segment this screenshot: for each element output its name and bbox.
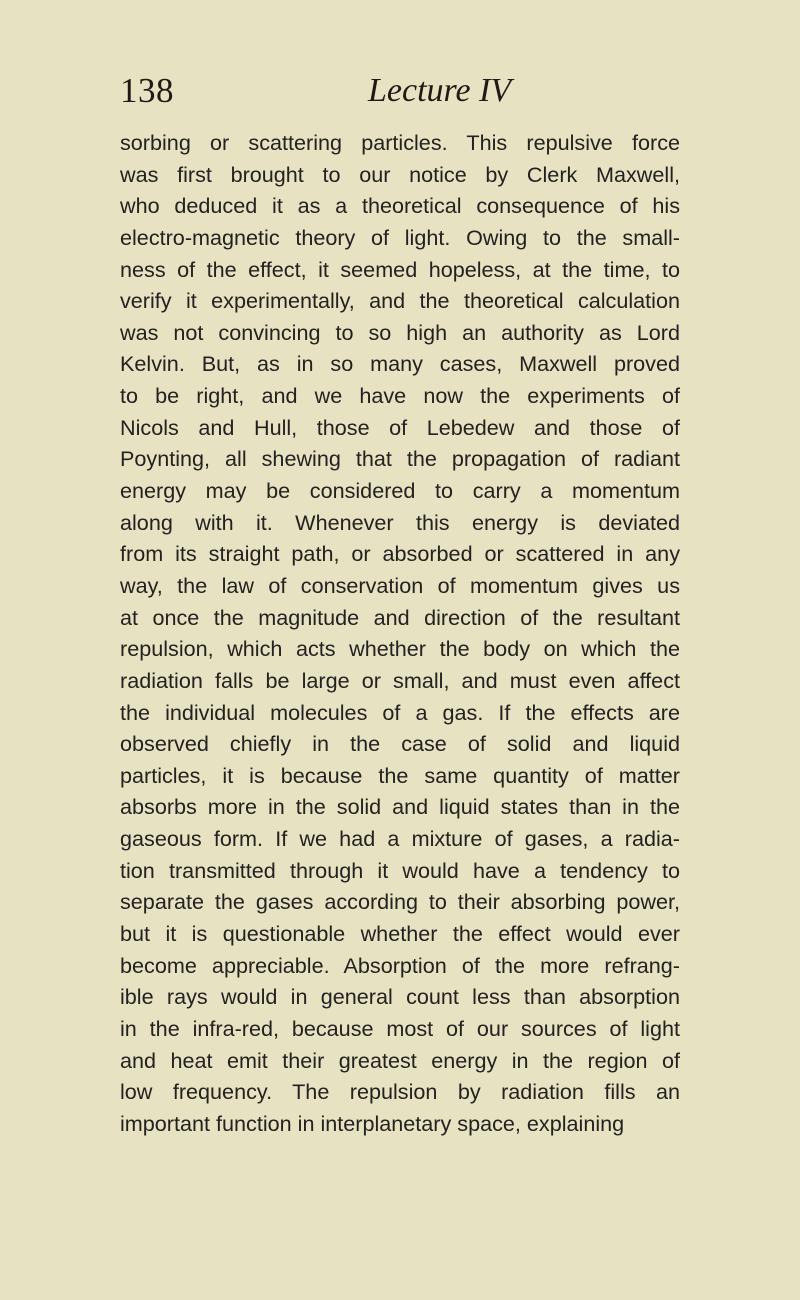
- text-line: to be right, and we have now the experiments of: [120, 383, 680, 409]
- body-paragraph: [120, 127, 680, 1140]
- text-line: become appreciable. Absorption of the more refrang-: [120, 952, 680, 978]
- text-line: ness of the effect, it seemed hopeless, at the time, to: [120, 256, 680, 282]
- text-line: the individual molecules of a gas. If the effects are: [120, 699, 680, 725]
- page-header: [120, 66, 680, 116]
- text-line: verify it experimentally, and the theoretical calculation: [120, 288, 680, 314]
- text-line: along with it. Whenever this energy is deviated: [120, 509, 680, 535]
- text-line: sorbing or scattering particles. This repulsive force: [120, 130, 680, 155]
- text-line: was not convincing to so high an authority as Lord: [120, 319, 680, 345]
- text-line: important function in interplanetary space, explaining: [120, 1110, 625, 1136]
- text-line: Poynting, all shewing that the propagation of radiant: [120, 446, 680, 472]
- text-line: who deduced it as a theoretical consequence of his: [120, 193, 680, 219]
- text-line: gaseous form. If we had a mixture of gases, a radia-: [120, 826, 680, 852]
- text-line: and heat emit their greatest energy in the region of: [120, 1047, 680, 1073]
- text-line: ible rays would in general count less than absorption: [120, 984, 680, 1010]
- text-line: particles, it is because the same quantity of matter: [120, 762, 680, 788]
- text-line: was first brought to our notice by Clerk Maxwell,: [120, 161, 680, 187]
- text-line: but it is questionable whether the effect would ever: [120, 921, 680, 947]
- text-line: separate the gases according to their absorbing power,: [120, 889, 680, 915]
- text-line: way, the law of conservation of momentum gives us: [120, 572, 680, 598]
- text-line: from its straight path, or absorbed or scattered in any: [120, 541, 680, 567]
- text-line: electro-magnetic theory of light. Owing to the small-: [120, 224, 680, 250]
- text-line: in the infra-red, because most of our sources of light: [120, 1015, 680, 1041]
- text-line: Kelvin. But, as in so many cases, Maxwell proved: [120, 351, 680, 377]
- text-line: tion transmitted through it would have a tendency to: [120, 857, 680, 883]
- text-line: energy may be considered to carry a momentum: [120, 478, 680, 504]
- page-number: 138: [120, 71, 174, 110]
- text-line: observed chiefly in the case of solid and liquid: [120, 731, 680, 757]
- text-line: at once the magnitude and direction of the resultant: [120, 604, 680, 630]
- text-line: low frequency. The repulsion by radiation fills an: [120, 1079, 680, 1105]
- text-line: Nicols and Hull, those of Lebedew and those of: [120, 414, 680, 440]
- text-line: absorbs more in the solid and liquid states than in the: [120, 794, 680, 820]
- text-line: repulsion, which acts whether the body on which the: [120, 636, 680, 662]
- running-title: Lecture IV: [368, 72, 512, 109]
- text-line: radiation falls be large or small, and must even affect: [120, 667, 680, 693]
